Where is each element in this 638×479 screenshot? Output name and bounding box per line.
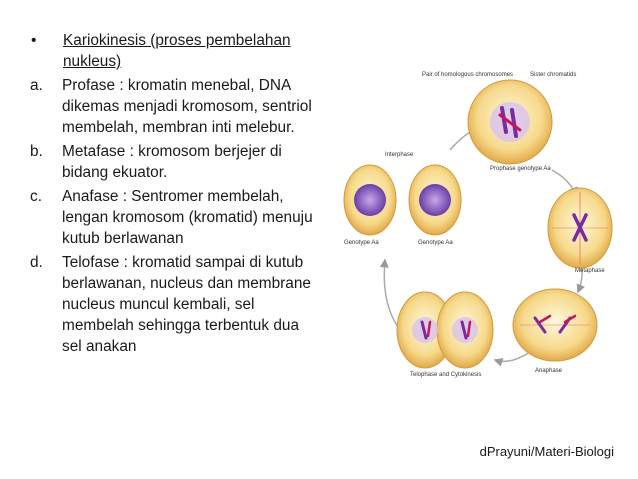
telophase-cell <box>397 292 493 368</box>
label-metaphase: Metaphase <box>575 268 605 274</box>
list-item-b <box>30 141 320 183</box>
label-pair-homologous: Pair of homologous chromosomes <box>422 72 514 78</box>
label-anaphase: Anaphase <box>535 368 563 374</box>
heading-bullet <box>30 30 320 72</box>
list-text: Anafase : Sentromer membelah, lengan kromosom (kromatid) menuju kutub berlawanan <box>62 188 313 247</box>
list-item-c <box>30 186 320 249</box>
credit: dPrayuni/Materi-Biologi <box>479 444 614 459</box>
list-marker: b. <box>30 143 43 160</box>
list-marker: a. <box>30 77 43 94</box>
label-genotype-right: Genotype Aa <box>418 240 453 246</box>
label-prophase: Prophase genotype Aa <box>490 166 551 172</box>
heading-text: Kariokinesis (proses pembelahan nukleus) <box>63 32 291 70</box>
list-text: Metafase : kromosom berjejer di bidang ekuator. <box>62 143 282 181</box>
list-marker: c. <box>30 188 42 205</box>
bullet-marker: • <box>31 32 37 49</box>
list-marker: d. <box>30 254 43 271</box>
text-column <box>30 30 320 360</box>
anaphase-cell <box>513 289 597 361</box>
daughter-cell-left <box>344 165 396 235</box>
cycle-arrow <box>495 352 530 361</box>
daughter-cell-right <box>409 165 461 235</box>
label-interphase: Interphase <box>385 152 414 158</box>
label-sister-chromatids: Sister chromatids <box>530 72 577 78</box>
list-item-a <box>30 75 320 138</box>
list-text: Telofase : kromatid sampai di kutub berlawanan, nucleus dan membrane nucleus muncul kembali, sel membelah sehingga terbentuk dua sel anakan <box>62 254 311 355</box>
list-text: Profase : kromatin menebal, DNA dikemas menjadi kromosom, sentriol membelah, membran inti melebur. <box>62 77 312 136</box>
list-item-d <box>30 252 320 357</box>
mitosis-diagram <box>330 60 630 400</box>
label-genotype-left: Genotype Aa <box>344 240 379 246</box>
label-telophase: Telophase and Cytokinesis <box>410 372 482 378</box>
metaphase-cell <box>548 188 612 268</box>
prophase-cell <box>468 80 552 164</box>
